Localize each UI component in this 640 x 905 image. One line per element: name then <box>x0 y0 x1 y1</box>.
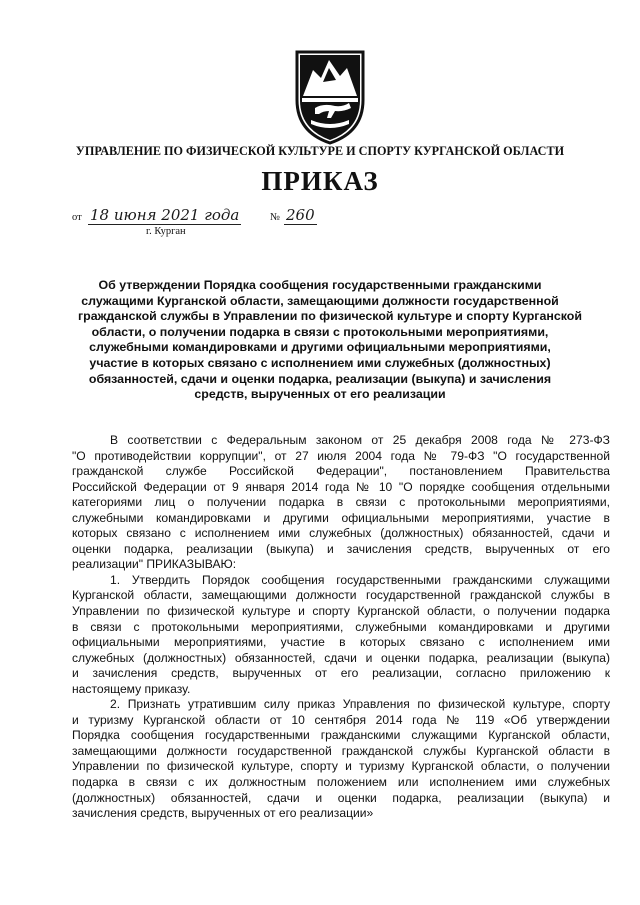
clause-2-line: Порядка сообщения государственными гражданскими служащими Курганской области, <box>72 728 610 743</box>
title-line: служащими Курганской области, замещающими должности государственной <box>81 293 559 308</box>
document-type-heading: ПРИКАЗ <box>261 166 379 196</box>
number-prefix: № <box>270 212 281 223</box>
clause-1-line: Курганской области, замещающими должности государственной гражданской службы в <box>72 588 610 603</box>
preamble-line: реализации" ПРИКАЗЫВАЮ: <box>72 557 237 572</box>
title-line: участие в которых связано с исполнением ими служебных (должностных) <box>89 355 551 370</box>
clause-1-line: настоящему приказу. <box>72 681 191 696</box>
title-line: Об утверждении Порядка сообщения государственными гражданскими <box>98 278 542 292</box>
clause-2-line: подарка в связи с их должностным положением или исполнением ими служебных <box>72 775 610 790</box>
title-line: области, о получении подарка в связи с протокольными мероприятиями, <box>91 324 549 339</box>
title-line: средств, вырученных от его реализации <box>194 387 446 402</box>
clause-2-line: замещающими должности государственной гражданской службы Курганской области в <box>72 743 610 758</box>
clause-1-line: служебных (должностных) обязанностей, сдачи и оценки подарка, реализации (выкупа) <box>72 650 610 665</box>
clause-2-line: (должностных) обязанностей, сдачи и оценки подарка, реализации (выкупа) и <box>72 790 610 805</box>
preamble-line: которых связано с исполнением ими служебных (должностных) обязанностей, сдачи и <box>72 526 610 541</box>
clause-2-line: Управлении по физической культуре, спорту и туризму Курганской области, о получении <box>72 759 610 774</box>
preamble-line: В соответствии с Федеральным законом от 25 декабря 2008 года № 273-ФЗ <box>110 433 610 447</box>
clause-1-line: 1. Утвердить Порядок сообщения государственными гражданскими служащими <box>110 572 610 587</box>
clause-1-line: в связи с протокольными мероприятиями, служебными командировками и другими <box>72 619 610 634</box>
organization-name: УПРАВЛЕНИЕ ПО ФИЗИЧЕСКОЙ КУЛЬТУРЕ И СПОРТУ КУРГАНСКОЙ ОБЛАСТИ <box>75 144 565 158</box>
city: г. Курган <box>146 226 186 237</box>
preamble-line: оценки подарка, реализации (выкупа) и зачисления средств, вырученных от его <box>72 541 610 556</box>
clause-1-line: Управлении по физической культуре и спорту Курганской области, о получении подарка <box>72 604 610 619</box>
clause-1-line: официальными мероприятиями, участие в которых связано с исполнением ими <box>72 635 610 650</box>
preamble-line: Российской Федерации от 9 января 2014 года № 10 "О порядке сообщения отдельными <box>72 479 610 494</box>
preamble-line: гражданской службе Российской Федерации", постановлением Правительства <box>72 464 610 479</box>
preamble-line: категориями лиц о получении подарка в связи с протокольными мероприятиями, <box>72 495 610 510</box>
clause-2-line: 2. Признать утратившим силу приказ Управления по физической культуре, спорту <box>110 697 610 712</box>
clause-2-line: и туризму Курганской области от 10 сентября 2014 года № 119 «Об утверждении <box>72 712 610 727</box>
title-line: служебными командировками и другими официальными мероприятиями, <box>89 340 551 355</box>
order-title <box>78 278 582 403</box>
clause-2-line: зачисления средств, вырученных от его реализации» <box>72 806 374 821</box>
preamble-line: служебными командировками и другими официальными мероприятиями, участие в <box>72 510 610 525</box>
clause-1-line: и зачисления средств, вырученных от его реализации, согласно приложению к <box>72 666 610 681</box>
handwritten-date: 18 июня 2021 года <box>90 206 240 224</box>
title-line: обязанностей, сдачи и оценки подарка, реализации (выкупа) и зачисления <box>88 371 552 386</box>
title-line: гражданской службы в Управлении по физической культуре и спорту Курганской <box>78 309 582 324</box>
coat-of-arms-emblem <box>293 48 367 146</box>
preamble-line: "О противодействии коррупции", от 27 июля 2004 года № 79-ФЗ "О государственной <box>72 448 610 463</box>
handwritten-number: 260 <box>286 206 315 224</box>
date-prefix: от <box>72 212 82 223</box>
order-body <box>72 433 610 822</box>
